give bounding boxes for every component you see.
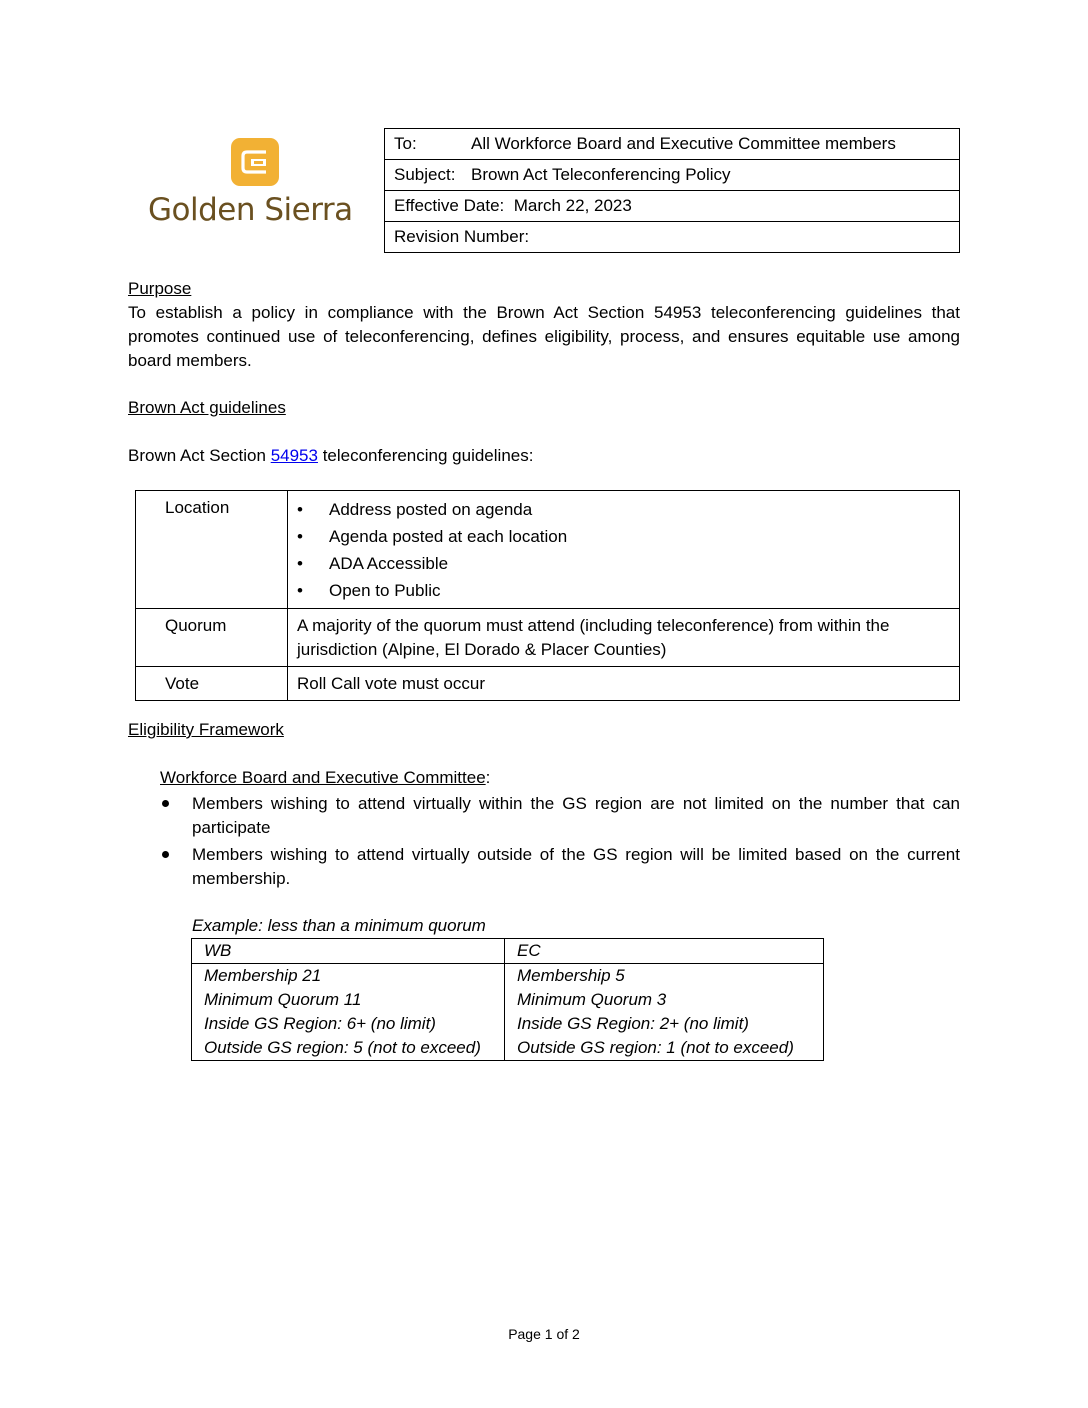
guideline-label: Location [136, 491, 288, 609]
list-item: • ADA Accessible [297, 550, 949, 577]
example-quorum-table [191, 938, 824, 1061]
example-caption: Example: less than a minimum quorum [192, 916, 486, 935]
guideline-text: A majority of the quorum must attend (including teleconference) from within the jurisdiction (Alpine, El Dorado & Placer Counties) [288, 609, 960, 667]
guideline-text: Roll Call vote must occur [288, 667, 960, 701]
table-row [192, 939, 824, 964]
list-item: • Agenda posted at each location [297, 523, 949, 550]
list-item: Members wishing to attend virtually outside of the GS region will be limited based on the current membership. [160, 843, 960, 891]
section-54953-link[interactable]: 54953 [270, 446, 318, 465]
guideline-row-quorum [136, 609, 960, 667]
eligibility-subheading-colon: : [485, 768, 491, 787]
guidelines-intro-text: Brown Act Section [128, 446, 271, 465]
guideline-row-location [136, 491, 960, 609]
guideline-row-vote [136, 667, 960, 701]
table-row [192, 964, 824, 1061]
guidelines-heading: Brown Act guidelines [128, 398, 286, 417]
memo-revision-row [385, 222, 960, 253]
golden-sierra-logo [140, 134, 376, 234]
wb-cell [192, 964, 505, 1061]
effective-label: Effective Date: [394, 196, 505, 215]
to-value: All Workforce Board and Executive Committee members [471, 134, 896, 153]
guidelines-table [135, 490, 960, 701]
list-item: • Address posted on agenda [297, 496, 949, 523]
eligibility-bullet-list [160, 792, 960, 894]
memo-subject-row [385, 160, 960, 191]
guideline-label: Vote [136, 667, 288, 701]
guidelines-intro [128, 444, 960, 468]
memo-effective-row [385, 191, 960, 222]
effective-value: March 22, 2023 [513, 196, 632, 215]
eligibility-subheading-text: Workforce Board and Executive Committee [160, 768, 486, 787]
memo-to-row [385, 129, 960, 160]
location-requirements-list [297, 496, 949, 604]
ec-line: Outside GS region: 1 (not to exceed) [517, 1038, 794, 1057]
ec-line: Inside GS Region: 2+ (no limit) [517, 1014, 749, 1033]
column-header-wb: WB [192, 939, 505, 964]
column-header-ec: EC [505, 939, 824, 964]
logo-wordmark: Golden Sierra [148, 192, 353, 228]
ec-line: Membership 5 [517, 966, 625, 985]
ec-line: Minimum Quorum 3 [517, 990, 667, 1009]
guideline-label: Quorum [136, 609, 288, 667]
wb-line: Membership 21 [204, 966, 322, 985]
subject-value: Brown Act Teleconferencing Policy [471, 165, 731, 184]
subject-label: Subject: [394, 165, 456, 184]
list-item: • Open to Public [297, 577, 949, 604]
memo-header-table [384, 128, 960, 253]
ec-cell [505, 964, 824, 1061]
guidelines-intro-suffix: teleconferencing guidelines: [317, 446, 534, 465]
wb-line: Outside GS region: 5 (not to exceed) [204, 1038, 481, 1057]
purpose-body: To establish a policy in compliance with the Brown Act Section 54953 teleconferencing guidelines that promotes continued use of teleconferencing, defines eligibility, process, and ensures equitable use among board members. [128, 303, 960, 370]
page-number: Page 1 of 2 [508, 1326, 580, 1342]
list-item: Members wishing to attend virtually within the GS region are not limited on the number that can participate [160, 792, 960, 840]
wb-line: Minimum Quorum 11 [204, 990, 362, 1009]
purpose-heading: Purpose [128, 279, 192, 298]
logo-mark-icon [231, 138, 279, 186]
wb-line: Inside GS Region: 6+ (no limit) [204, 1014, 436, 1033]
revision-label: Revision Number: [394, 227, 530, 246]
to-label: To: [394, 134, 417, 153]
eligibility-subheading [160, 766, 960, 790]
eligibility-heading: Eligibility Framework [128, 720, 284, 739]
